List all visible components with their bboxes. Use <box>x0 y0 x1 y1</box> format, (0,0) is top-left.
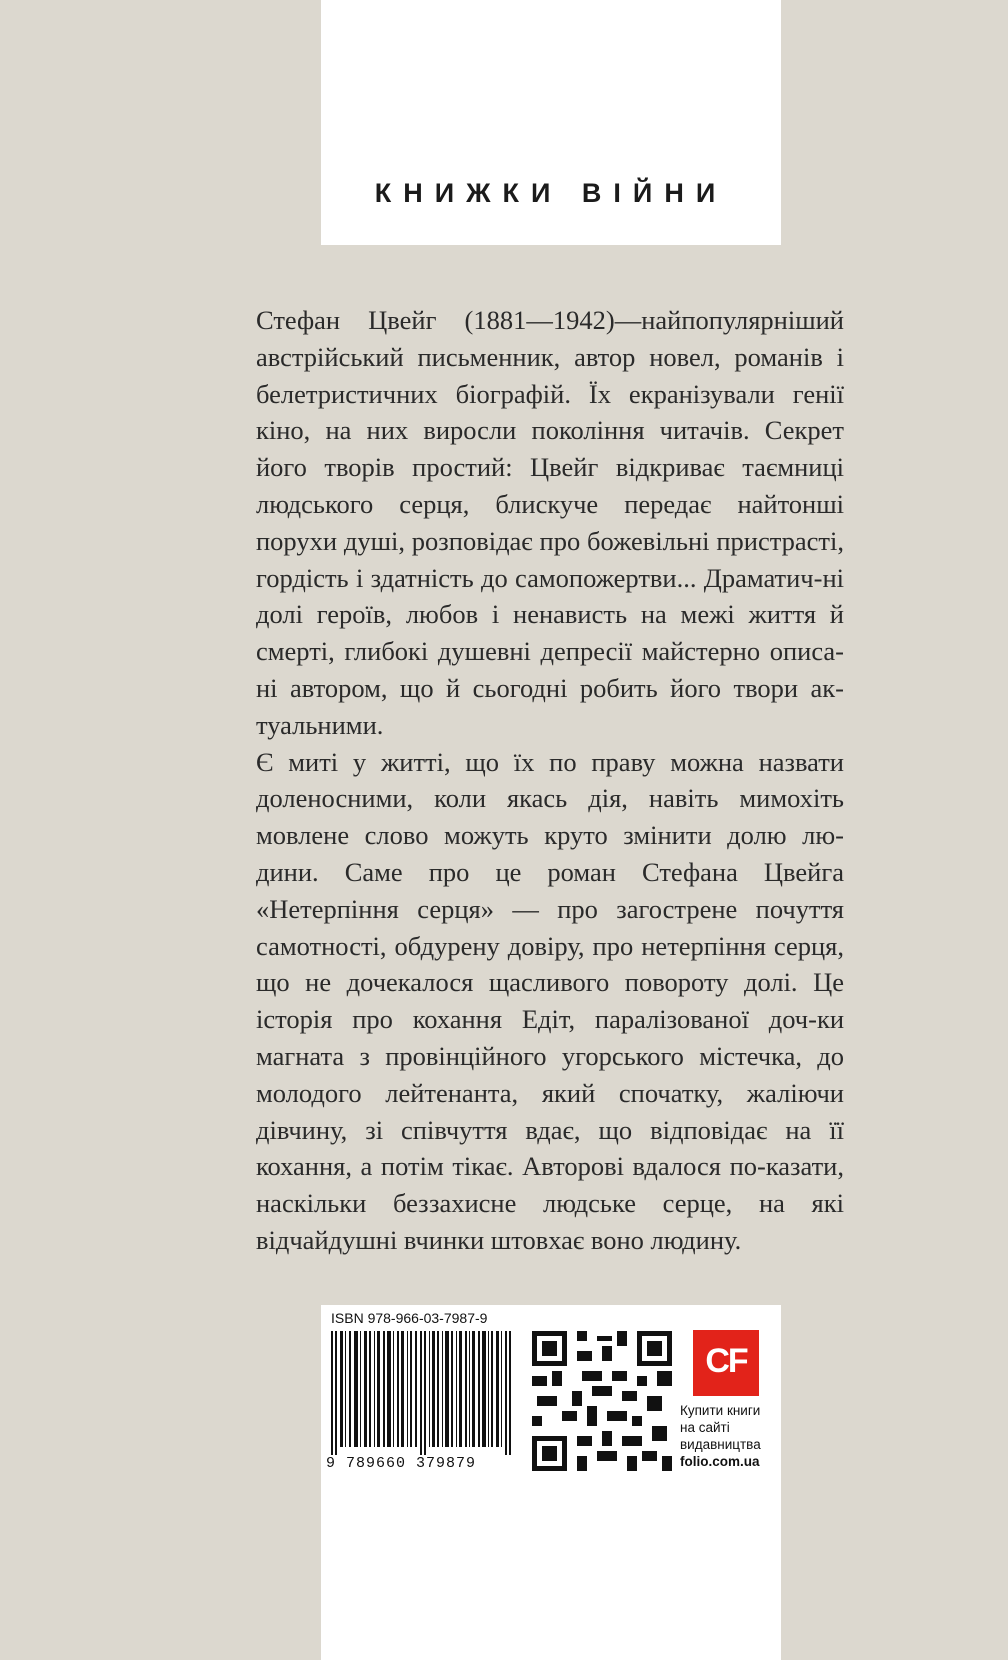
publisher-logo <box>693 1330 759 1396</box>
barcode-digits: 9 789660 379879 <box>326 1455 477 1472</box>
book-blurb <box>256 302 844 1259</box>
qr-code-icon[interactable] <box>532 1331 672 1471</box>
barcode-icon <box>329 1331 519 1455</box>
publisher-site-link[interactable]: folio.com.ua <box>680 1454 760 1469</box>
publisher-logo-text: CF <box>705 1342 747 1380</box>
series-title: КНИЖКИ ВІЙНИ <box>374 178 728 208</box>
isbn-label: ISBN 978-966-03-7987-9 <box>331 1310 488 1326</box>
blurb-paragraph-author: Стефан Цвейг (1881—1942)—найпопулярніший австрійський письменник, автор новел, романів і белетристичних біографій. Їх екранізували генії кіно, на них виросли покоління читачів. Секрет його творів простий: Цвейг відкриває таємниці людського серця, блискуче передає найтонші порухи душі, розповідає про божевільні пристрасті, гордість і здатність до самопожертви... Драматич-ні долі героїв, любов і ненависть на межі життя й смерті, глибокі душевні депресії майстерно описа-ні автором, що й сьогодні робить його твори ак-туальними. <box>256 305 844 740</box>
buy-note-line-1: Купити книги <box>680 1403 761 1418</box>
blurb-paragraph-novel: Є миті у житті, що їх по праву можна назвати доленосними, коли якась дія, навіть мимохіть мовлене слово можуть круто змінити долю лю-дини. Саме про це роман Стефана Цвейга «Нетерпіння серця» — про загострене почуття самотності, обдурену довіру, про нетерпіння серця, що не дочекалося щасливого повороту долі. Це історія про кохання Едіт, паралізованої доч-ки магната з провінційного угорського містечка, до молодого лейтенанта, який спочатку, жаліючи дівчину, зі співчуття вдає, що відповідає на її кохання, а потім тікає. Авторові вдалося по-казати, наскільки беззахисне людське серце, на які відчайдушні вчинки штовхає воно людину. <box>256 746 844 1255</box>
buy-note-line-2: на сайті <box>680 1420 730 1435</box>
buy-note-line-3: видавництва <box>680 1437 761 1452</box>
buy-online-note <box>680 1402 780 1470</box>
